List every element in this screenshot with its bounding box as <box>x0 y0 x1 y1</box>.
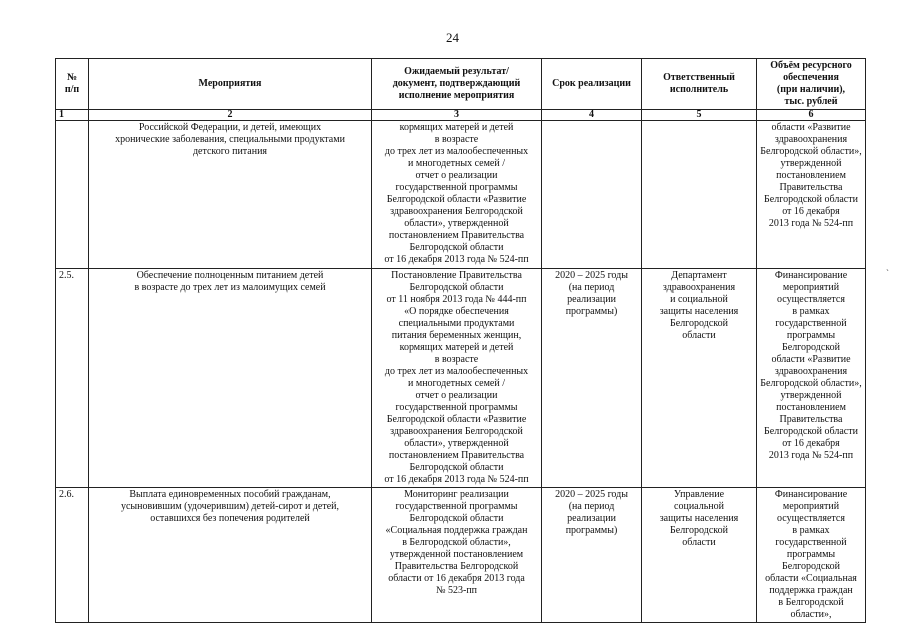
table-row <box>56 269 866 488</box>
column-number: 2 <box>89 110 372 121</box>
row-funding: Финансирование мероприятий осуществляется в рамках государственной программы Белгородской области «Социальная поддержка граждан в Белгородской области», <box>757 488 866 623</box>
header-row <box>56 59 866 110</box>
row-funding: Финансирование мероприятий осуществляется в рамках государственной программы Белгородской области «Развитие здравоохранения Белгородской области», утвержденной постановлением Правительства Белгородской области от 16 декабря 2013 года № 524-пп <box>757 269 866 488</box>
header-term: Срок реализации <box>542 59 642 110</box>
column-number: 3 <box>372 110 542 121</box>
row-number <box>56 121 89 269</box>
header-funding: Объём ресурсного обеспечения (при наличии), тыс. рублей <box>757 59 866 110</box>
table-row <box>56 488 866 623</box>
row-result: Мониторинг реализации государственной программы Белгородской области «Социальная поддержка граждан в Белгородской области», утвержденной постановлением Правительства Белгородской области от 16 декабря 2013 года № 523-пп <box>372 488 542 623</box>
column-number: 5 <box>642 110 757 121</box>
row-funding: области «Развитие здравоохранения Белгородской области», утвержденной постановлением Правительства Белгородской области от 16 декабря 2013 года № 524-пп <box>757 121 866 269</box>
row-number: 2.5. <box>56 269 89 488</box>
scan-mark: ˋ <box>886 268 889 278</box>
table-row <box>56 121 866 269</box>
header-result: Ожидаемый результат/ документ, подтверждающий исполнение мероприятия <box>372 59 542 110</box>
header-number: № п/п <box>56 59 89 110</box>
column-number-row <box>56 110 866 121</box>
row-executor: Управление социальной защиты населения Белгородской области <box>642 488 757 623</box>
row-executor <box>642 121 757 269</box>
measures-table <box>55 58 866 623</box>
row-term: 2020 – 2025 годы (на период реализации программы) <box>542 488 642 623</box>
row-executor: Департамент здравоохранения и социальной защиты населения Белгородской области <box>642 269 757 488</box>
header-executor: Ответственный исполнитель <box>642 59 757 110</box>
row-event: Выплата единовременных пособий гражданам, усыновившим (удочерившим) детей-сирот и детей, оставшихся без попечения родителей <box>89 488 372 623</box>
row-result: кормящих матерей и детей в возрасте до трех лет из малообеспеченных и многодетных семей / отчет о реализации государственной программы Белгородской области «Развитие здравоохранения Белгородской области», утвержденной постановлением Правительства Белгородской области от 16 декабря 2013 года № 524-пп <box>372 121 542 269</box>
header-event: Мероприятия <box>89 59 372 110</box>
row-term: 2020 – 2025 годы (на период реализации программы) <box>542 269 642 488</box>
row-number: 2.6. <box>56 488 89 623</box>
column-number: 1 <box>56 110 89 121</box>
page-number: 24 <box>446 30 459 45</box>
row-event: Российской Федерации, и детей, имеющих хронические заболевания, специальными продуктами детского питания <box>89 121 372 269</box>
column-number: 6 <box>757 110 866 121</box>
row-term <box>542 121 642 269</box>
column-number: 4 <box>542 110 642 121</box>
row-event: Обеспечение полноценным питанием детей в возрасте до трех лет из малоимущих семей <box>89 269 372 488</box>
row-result: Постановление Правительства Белгородской области от 11 ноября 2013 года № 444-пп «О порядке обеспечения специальными продуктами питания беременных женщин, кормящих матерей и детей в возрасте до трех лет из малообеспеченных и многодетных семей / отчет о реализации государственной программы Белгородской области «Развитие здравоохранения Белгородской области», утвержденной постановлением Правительства Белгородской области от 16 декабря 2013 года № 524-пп <box>372 269 542 488</box>
